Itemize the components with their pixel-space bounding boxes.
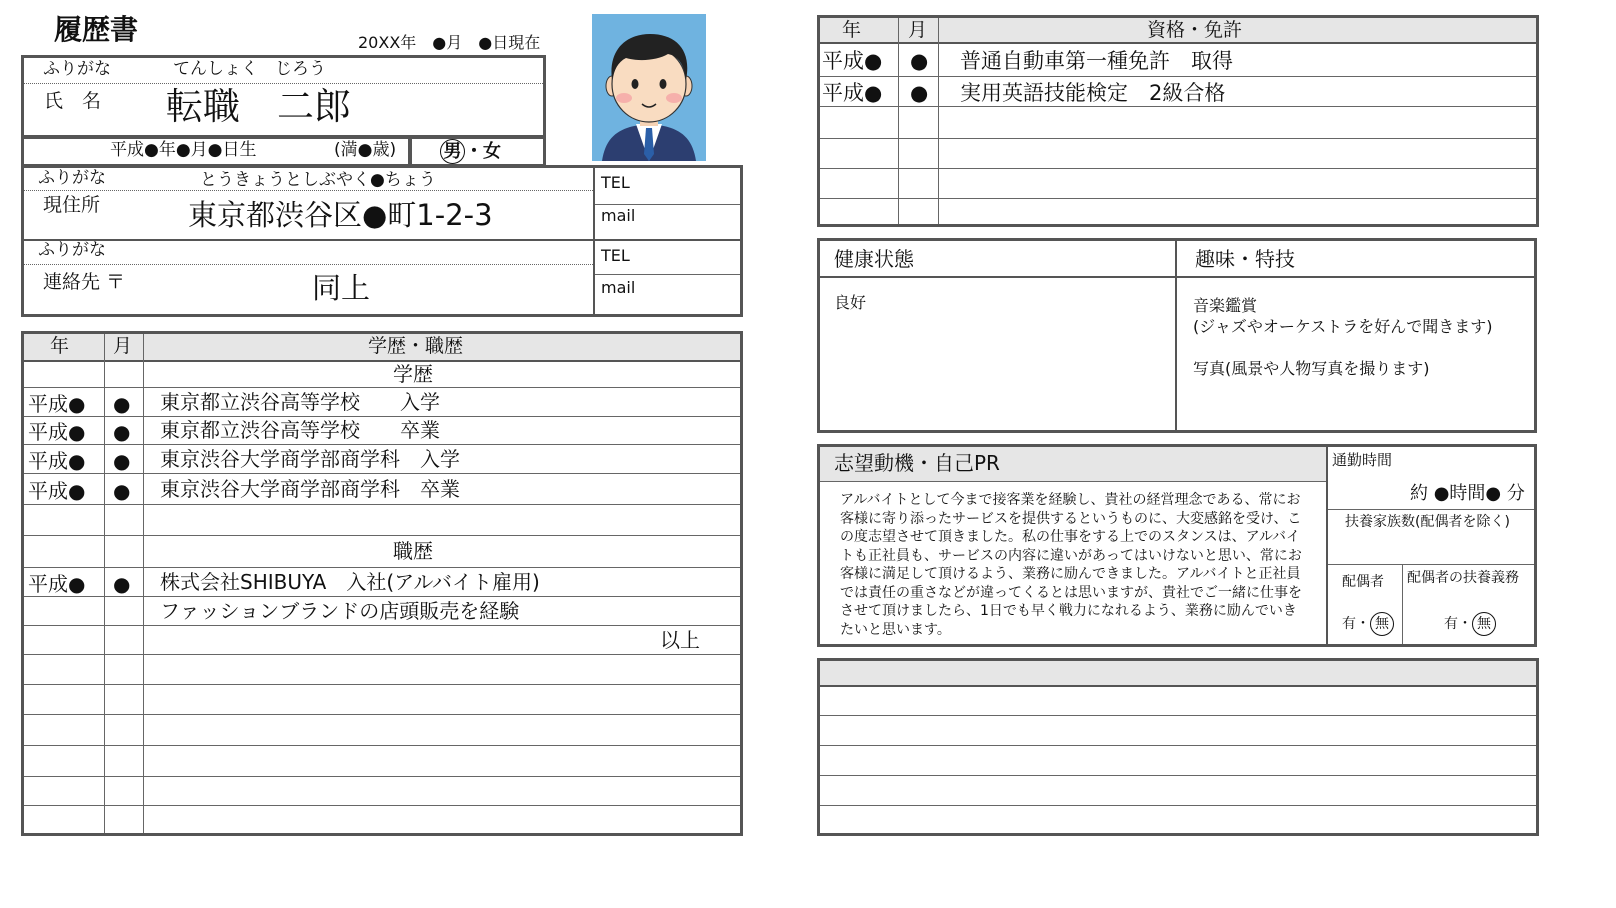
history-row-line <box>24 805 740 806</box>
hobbies-line-3: 写真(風景や人物写真を撮ります) <box>1193 359 1430 378</box>
history-row-line <box>24 596 740 597</box>
history-col-year: 年 <box>50 335 70 357</box>
notes-row-line <box>820 745 1536 746</box>
history-row-text: 学歴 <box>393 362 433 386</box>
divider <box>1326 447 1328 644</box>
history-row-text: 東京都立渋谷高等学校 卒業 <box>160 418 440 442</box>
licenses-col-year: 年 <box>842 19 862 41</box>
spouse-support-selector <box>1444 612 1496 636</box>
divider <box>595 274 740 275</box>
licenses-table <box>817 15 1539 227</box>
history-row-text: 職歴 <box>393 539 433 563</box>
license-row-month: ● <box>910 49 929 73</box>
address-tel-label: TEL <box>601 173 630 192</box>
history-row-line <box>24 776 740 777</box>
divider <box>820 276 1534 278</box>
history-row-text: 東京都立渋谷高等学校 入学 <box>160 389 440 414</box>
divider <box>24 360 740 362</box>
document-title: 履歴書 <box>54 13 139 46</box>
divider <box>820 42 1536 44</box>
spouse-separator: ・ <box>1356 616 1370 632</box>
commute-value: 約 ●時間● 分 <box>1410 483 1525 504</box>
age: (満●歳) <box>334 140 397 160</box>
hobbies-label: 趣味・特技 <box>1195 247 1295 271</box>
divider <box>898 18 899 224</box>
license-row-month: ● <box>910 80 929 105</box>
history-col-month: 月 <box>113 335 133 357</box>
motivation-label: 志望動機・自己PR <box>834 451 1000 475</box>
license-row-text: 普通自動車第一種免許 取得 <box>960 49 1233 73</box>
licenses-col-month: 月 <box>908 19 928 41</box>
health-label: 健康状態 <box>834 247 914 271</box>
divider <box>1328 564 1534 565</box>
divider <box>104 334 105 833</box>
name-furigana-value: てんしょく じろう <box>173 59 326 79</box>
hobbies-line-2: (ジャズやオーケストラを好んで聞きます) <box>1193 317 1493 336</box>
gender-female[interactable]: 女 <box>483 141 501 162</box>
full-name: 転職 二郎 <box>166 85 351 128</box>
health-value: 良好 <box>834 293 867 312</box>
contact-value: 同上 <box>312 271 371 305</box>
notes-row-line <box>820 715 1536 716</box>
contact-tel-label: TEL <box>601 246 630 265</box>
history-row-line <box>24 444 740 445</box>
history-row-month: ● <box>113 420 131 444</box>
motivation-text: アルバイトとして今まで接客業を経験し、貴社の経営理念である、常にお客様に寄り添ったサービスを提供するというものに、大変感銘を受け、この度志望させて頂きました。私の仕事をする上でのスタンスは、アルバイトも正社員も、サービスの内容に違いがあってはいけないと思い、常にお客様に満足して頂けるよう、業務に励んできました。アルバイトと正社員では責任の重さなどが違ってくるとは思いますが、貴社でご一緒に仕事をさせて頂けましたら、1日でも早く戦力になれるよう、業務に励んでいきたいと思います。 <box>840 492 1302 638</box>
license-row-year: 平成● <box>822 49 883 73</box>
person-portrait-icon <box>592 14 706 161</box>
address-mail-label: mail <box>601 206 636 225</box>
divider <box>1175 241 1177 430</box>
history-row-line <box>24 535 740 536</box>
history-row-text: ファッションブランドの店頭販売を経験 <box>160 598 520 623</box>
spouse-yes[interactable]: 有 <box>1342 616 1356 632</box>
history-row-year: 平成● <box>28 571 86 596</box>
notes-header-bg <box>820 661 1536 685</box>
history-row-month: ● <box>113 391 131 416</box>
divider <box>820 685 1536 687</box>
name-label: 氏 名 <box>44 90 102 112</box>
history-row-line <box>24 625 740 626</box>
history-row-line <box>24 654 740 655</box>
history-row-line <box>24 387 740 388</box>
history-row-line <box>24 745 740 746</box>
history-col-title: 学歴・職歴 <box>368 335 464 357</box>
hobbies-line-1: 音楽鑑賞 <box>1193 296 1258 315</box>
notes-row-line <box>820 775 1536 776</box>
contact-furigana-label: ふりがな <box>38 240 106 260</box>
history-row-year: 平成● <box>28 391 86 416</box>
spouse-selector <box>1342 612 1394 636</box>
history-row-month: ● <box>113 478 131 503</box>
history-row-line <box>24 504 740 505</box>
spouse-support-label: 配偶者の扶養義務 <box>1407 570 1519 586</box>
spouse-no[interactable]: 無 <box>1370 612 1394 636</box>
divider <box>24 190 593 191</box>
license-row-year: 平成● <box>822 80 883 105</box>
divider <box>595 204 740 205</box>
spouse-support-yes[interactable]: 有 <box>1444 616 1458 632</box>
history-row-text: 株式会社SHIBUYA 入社(アルバイト雇用) <box>160 569 540 594</box>
gender-separator: ・ <box>465 141 483 162</box>
history-row-month: ● <box>113 571 131 596</box>
contact-label: 連絡先 〒 <box>43 271 126 293</box>
name-furigana-label: ふりがな <box>43 59 111 79</box>
divider <box>24 239 740 241</box>
divider <box>1328 509 1534 510</box>
history-row-month: ● <box>113 448 131 473</box>
id-photo <box>592 14 706 161</box>
license-row-text: 実用英語技能検定 2級合格 <box>960 80 1226 105</box>
spouse-label: 配偶者 <box>1342 574 1384 590</box>
history-row-line <box>24 416 740 417</box>
gender-male[interactable]: 男 <box>440 139 465 164</box>
history-row-year: 平成● <box>28 478 86 503</box>
history-row-line <box>24 684 740 685</box>
license-row-line <box>820 106 1536 107</box>
commute-label: 通勤時間 <box>1332 451 1393 469</box>
history-row-line <box>24 567 740 568</box>
address-label: 現住所 <box>43 194 101 216</box>
divider <box>24 83 543 84</box>
address-furigana-value: とうきょうとしぶやく●ちょう <box>200 170 436 190</box>
license-row-line <box>820 138 1536 139</box>
history-row-line <box>24 473 740 474</box>
license-row-line <box>820 198 1536 199</box>
divider <box>143 334 144 833</box>
address-value: 東京都渋谷区●町1-2-3 <box>188 198 493 232</box>
gender-selector <box>440 139 501 164</box>
history-row-line <box>24 714 740 715</box>
spouse-support-separator: ・ <box>1458 616 1472 632</box>
history-row-text: 以上 <box>660 627 700 652</box>
licenses-col-title: 資格・免許 <box>1147 19 1243 41</box>
history-row-text: 東京渋谷大学商学部商学科 卒業 <box>160 476 460 501</box>
history-row-text: 東京渋谷大学商学部商学科 入学 <box>160 446 460 471</box>
divider <box>593 168 595 314</box>
divider <box>820 481 1326 482</box>
divider <box>938 18 939 224</box>
notes-row-line <box>820 805 1536 806</box>
contact-mail-label: mail <box>601 278 636 297</box>
address-furigana-label: ふりがな <box>38 168 106 188</box>
spouse-support-no[interactable]: 無 <box>1472 612 1496 636</box>
license-row-line <box>820 168 1536 169</box>
document-date: 20XX年 ●月 ●日現在 <box>358 33 541 52</box>
divider <box>1402 564 1403 644</box>
dependents-label: 扶養家族数(配偶者を除く) <box>1345 514 1510 530</box>
divider <box>24 264 593 265</box>
license-row-line <box>820 76 1536 77</box>
history-row-year: 平成● <box>28 420 86 444</box>
birth-date: 平成●年●月●日生 <box>110 140 257 160</box>
history-row-year: 平成● <box>28 448 86 473</box>
